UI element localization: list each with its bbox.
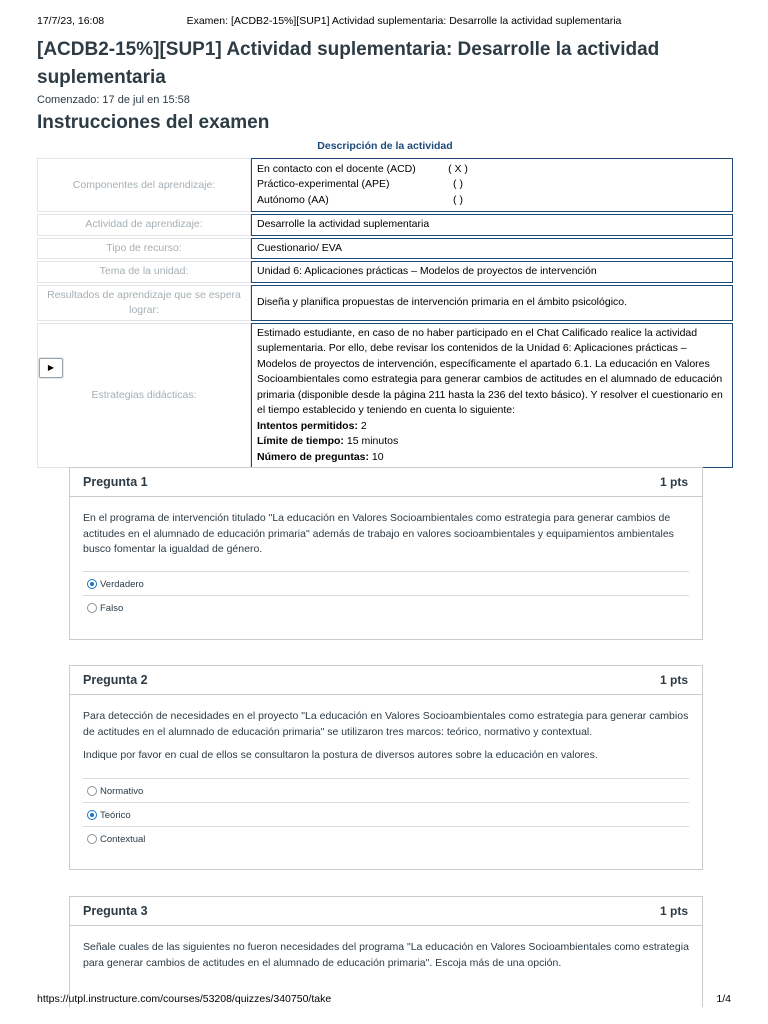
strategies-text: Estimado estudiante, en caso de no haber participado en el Chat Calificado realice la actividad suplementaria. Por ello, debe revisar los contenidos de la Unidad 6: Aplicaciones prácticas – Modelos de proyectos de intervención, específicamente el apartado 6.1. La educación en Valores Socioambientales como estrategia para generar cambios de actitudes en el alumnado de educación primaria (disponible desde la página 211 hasta la 236 del texto básico). Y resolver el cuestionario en el tiempo establecido y teniendo en cuenta lo siguiente: <box>257 326 723 416</box>
table-row <box>37 238 733 260</box>
components-value <box>251 158 733 212</box>
question-text: Para detección de necesidades en el proyecto "La educación en Valores Socioambientales como estrategia para generar cambios de actitudes en el alumnado de educación primaria" se utilizaron tres marcos: teórico, normativo y contextual. <box>83 710 689 738</box>
question-title: Pregunta 2 <box>83 673 148 687</box>
resource-type-value: Cuestionario/ EVA <box>251 238 733 260</box>
component-line <box>257 177 727 193</box>
question-header <box>70 468 702 497</box>
print-footer <box>37 993 731 1009</box>
play-button[interactable]: ▶ <box>39 358 63 378</box>
time-limit-label: Límite de tiempo: <box>257 435 344 447</box>
component-line <box>257 193 727 209</box>
question-body <box>70 695 702 850</box>
table-row-components <box>37 158 733 212</box>
strategies-label-cell <box>37 323 251 469</box>
activity-value: Desarrolle la actividad suplementaria <box>251 214 733 236</box>
table-row <box>37 214 733 236</box>
attempts-line <box>257 419 727 435</box>
question-count-line <box>257 450 727 466</box>
table-row <box>37 261 733 283</box>
attempts-label: Intentos permitidos: <box>257 419 358 432</box>
answer-option-falso[interactable] <box>83 595 689 619</box>
component-mark: ( X ) <box>448 162 468 175</box>
time-limit-value: 15 minutos <box>343 435 399 447</box>
unit-topic-label: Tema de la unidad: <box>37 261 251 283</box>
learning-results-value: Diseña y planifica propuestas de intervención primaria en el ámbito psicológico. <box>251 285 733 321</box>
radio-icon[interactable] <box>87 603 97 613</box>
activity-table-caption: Descripción de la actividad <box>317 140 453 152</box>
question-text: Señale cuales de las siguientes no fueron necesidades del programa "La educación en Valores Socioambientales como estrategia para generar cambios de actitudes en el alumnado de educación primaria". Escoja más de una opción. <box>83 941 689 969</box>
radio-icon[interactable] <box>87 834 97 844</box>
table-row-strategies <box>37 323 733 469</box>
unit-topic-value: Unidad 6: Aplicaciones prácticas – Modelos de proyectos de intervención <box>251 261 733 283</box>
answer-option-verdadero[interactable] <box>83 571 689 595</box>
print-page-title: Examen: [ACDB2-15%][SUP1] Actividad suplementaria: Desarrolle la actividad suplementaria <box>186 15 622 27</box>
question-body <box>70 497 702 619</box>
answer-label[interactable]: Teórico <box>100 809 131 821</box>
attempts-value: 2 <box>357 419 367 432</box>
question-header <box>70 897 702 926</box>
component-name: Práctico-experimental (APE) <box>257 178 390 191</box>
question-title: Pregunta 3 <box>83 904 148 918</box>
answer-list <box>83 778 689 850</box>
started-timestamp: Comenzado: 17 de jul en 15:58 <box>37 94 190 106</box>
answer-label[interactable]: Contextual <box>100 833 146 845</box>
learning-results-label: Resultados de aprendizaje que se espera lograr: <box>37 285 251 321</box>
answer-label[interactable]: Falso <box>100 602 124 614</box>
question-card-3 <box>69 896 703 1007</box>
question-points: 1 pts <box>659 673 688 687</box>
resource-type-label: Tipo de recurso: <box>37 238 251 260</box>
answer-option-normativo[interactable] <box>83 778 689 802</box>
time-limit-line <box>257 434 727 450</box>
question-count-value: 10 <box>369 450 384 463</box>
radio-icon[interactable] <box>87 786 97 796</box>
component-mark: ( ) <box>453 193 463 206</box>
activity-label: Actividad de aprendizaje: <box>37 214 251 236</box>
question-title: Pregunta 1 <box>83 475 148 489</box>
question-points: 1 pts <box>659 904 688 918</box>
component-name: En contacto con el docente (ACD) <box>257 162 416 175</box>
strategies-value <box>251 323 733 469</box>
question-card-1 <box>69 467 703 640</box>
print-header <box>37 15 731 31</box>
radio-selected-icon[interactable] <box>87 810 97 820</box>
question-count-label: Número de preguntas: <box>257 450 370 463</box>
question-body <box>70 926 702 971</box>
component-line <box>257 162 727 178</box>
answer-label[interactable]: Verdadero <box>100 578 144 590</box>
component-name: Autónomo (AA) <box>257 193 329 206</box>
question-text: En el programa de intervención titulado "La educación en Valores Socioambientales como estrategia para generar cambios de actitudes en el alumnado de educación primaria" además de trabajo en valores socioambientales y equipamientos ambientales busco fomentar la igualdad de género. <box>83 512 674 555</box>
question-header <box>70 666 702 695</box>
question-card-2 <box>69 665 703 870</box>
activity-description-table <box>37 156 733 470</box>
quiz-title: [ACDB2-15%][SUP1] Actividad suplementaria: Desarrolle la actividad suplementaria <box>37 39 660 88</box>
strategies-label: Estrategias didácticas: <box>91 388 197 401</box>
question-points: 1 pts <box>659 475 688 489</box>
answer-option-teorico[interactable] <box>83 802 689 826</box>
answer-option-contextual[interactable] <box>83 826 689 850</box>
page-url: https://utpl.instructure.com/courses/53208/quizzes/340750/take <box>37 993 332 1005</box>
answer-label[interactable]: Normativo <box>100 785 144 797</box>
components-label: Componentes del aprendizaje: <box>37 158 251 212</box>
instructions-heading: Instrucciones del examen <box>37 112 270 133</box>
table-row <box>37 285 733 321</box>
answer-list <box>83 571 689 619</box>
print-date: 17/7/23, 16:08 <box>37 15 105 27</box>
page-number: 1/4 <box>716 993 731 1005</box>
question-text: Indique por favor en cual de ellos se consultaron la postura de diversos autores sobre la educación en valores. <box>83 749 598 761</box>
radio-selected-icon[interactable] <box>87 579 97 589</box>
component-mark: ( ) <box>453 178 463 191</box>
